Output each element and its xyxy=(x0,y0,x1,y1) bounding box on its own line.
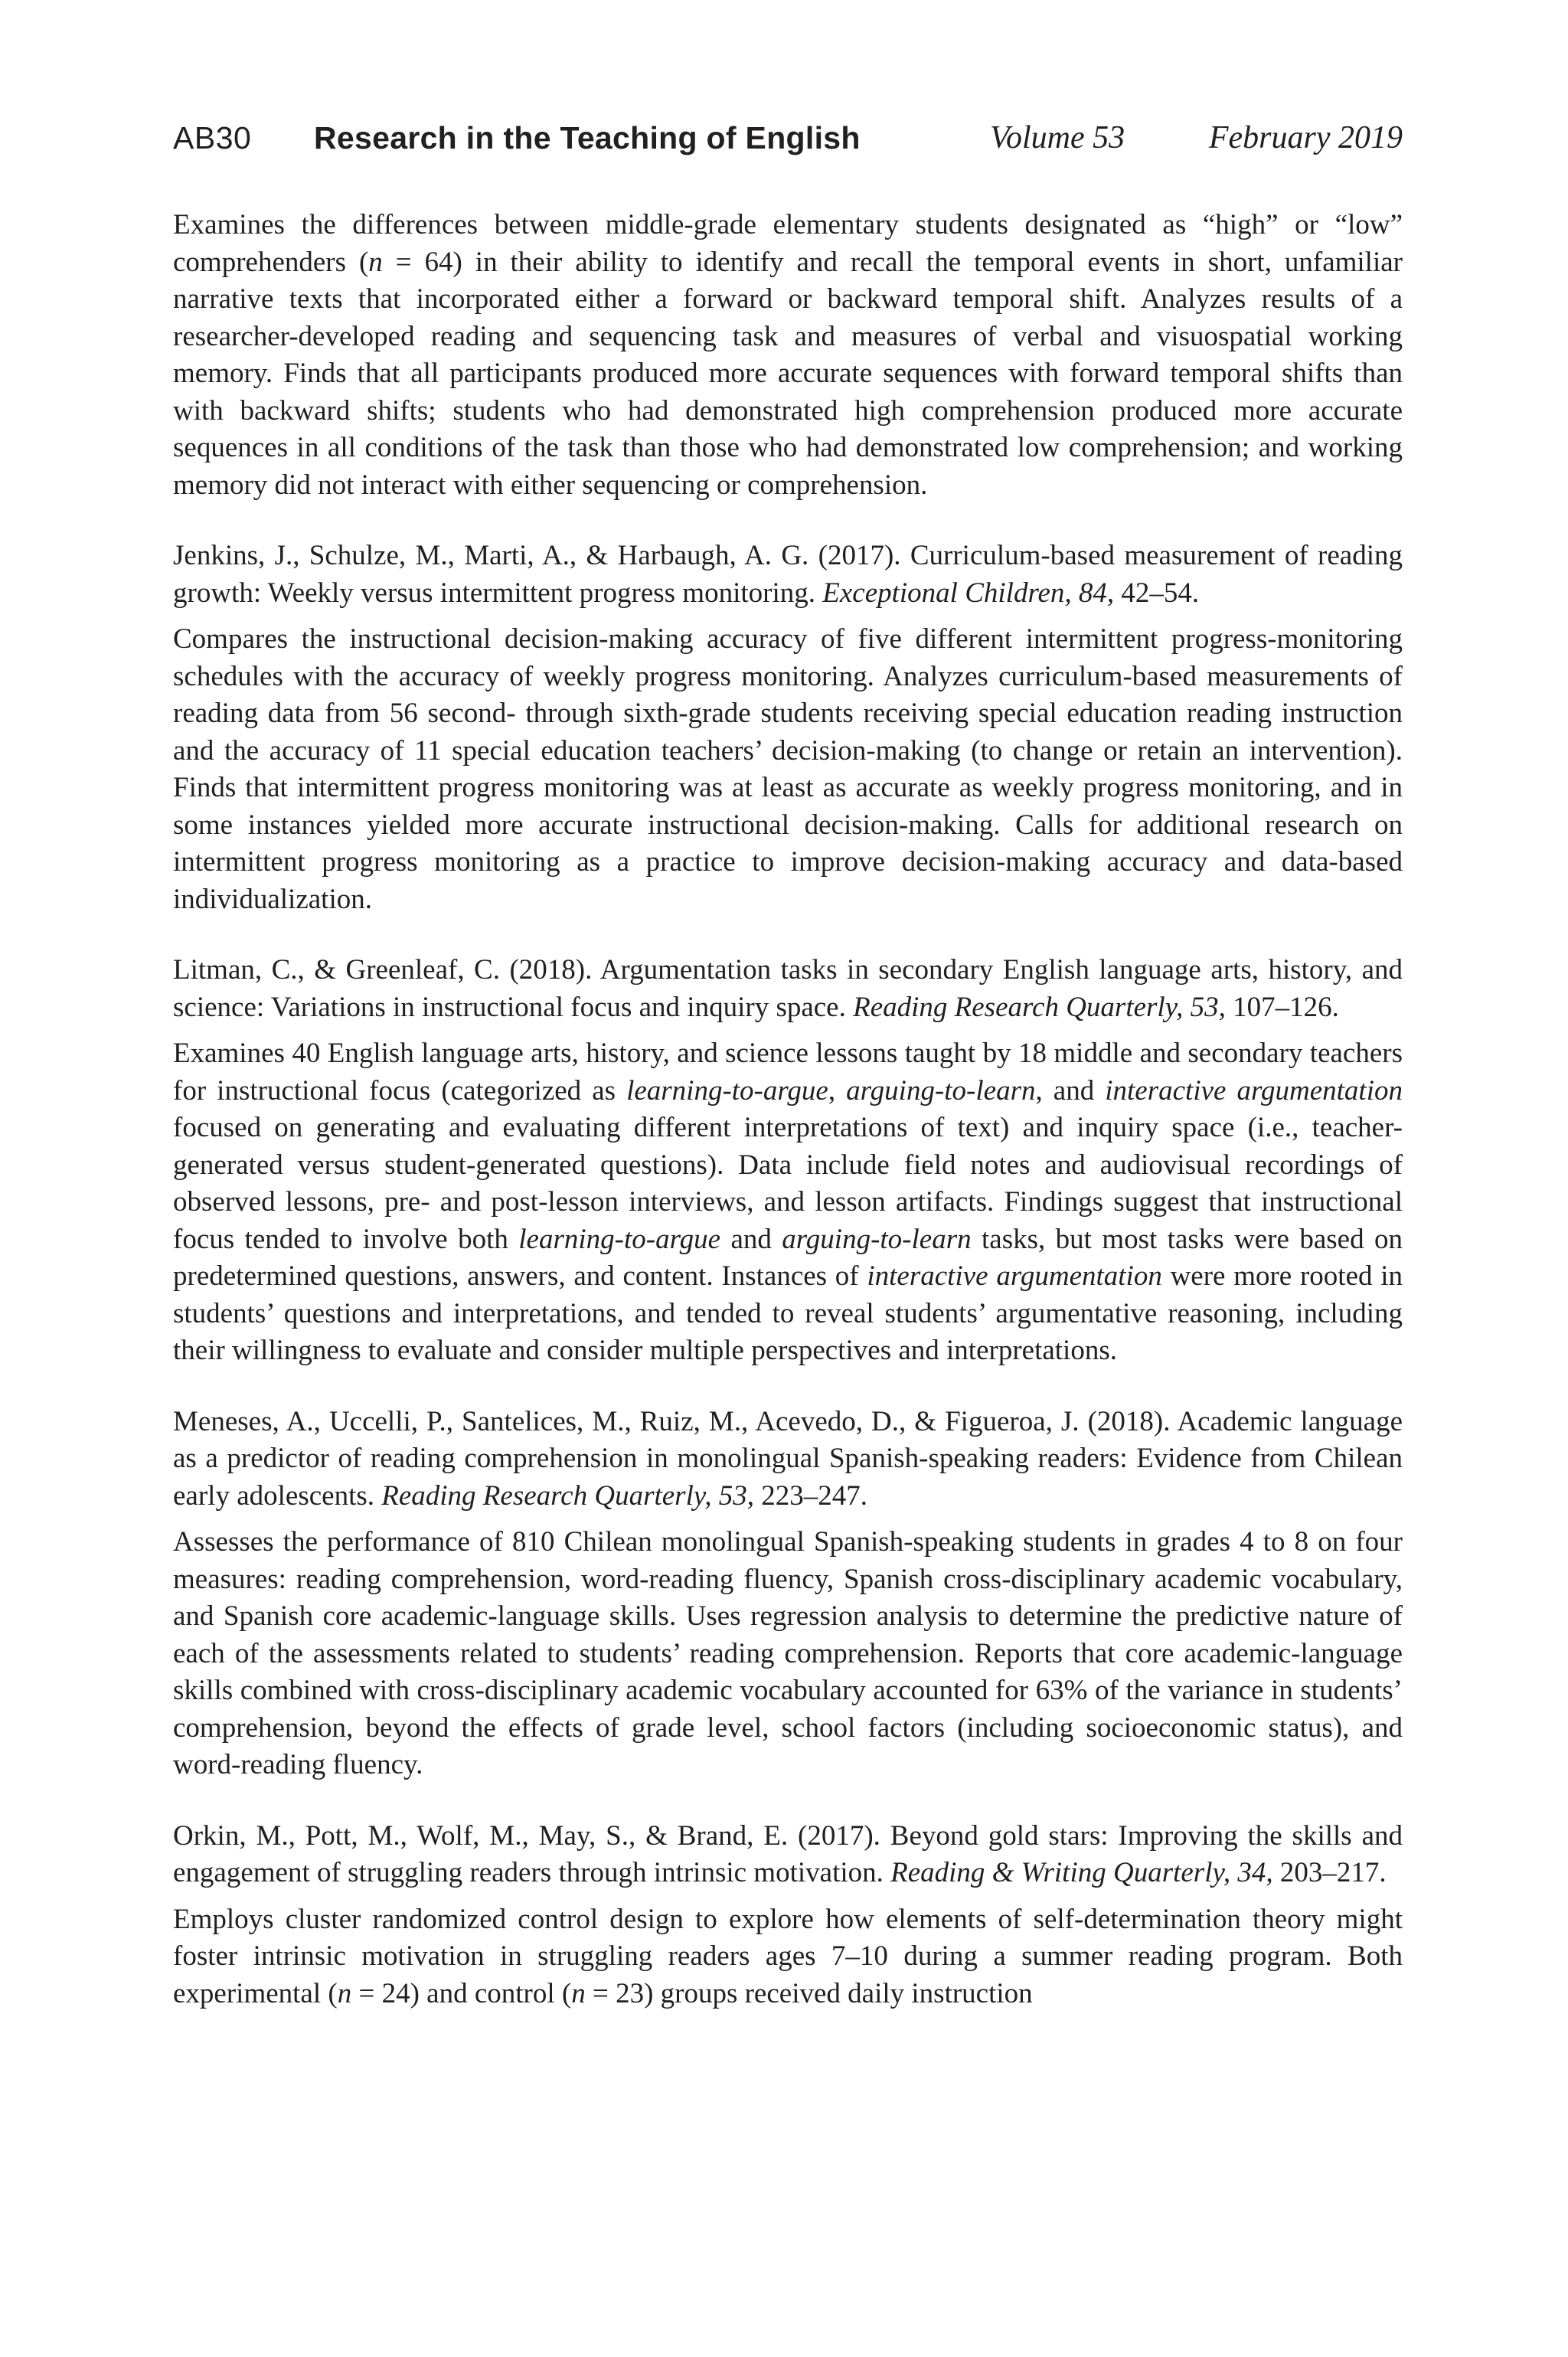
running-head xyxy=(173,115,1403,161)
page-number: AB30 xyxy=(173,120,252,155)
entry-summary: Compares the instructional decision-making accuracy of five different intermittent progress-monitoring schedules with the accuracy of weekly progress monitoring. Analyzes curriculum-based measurements of reading data from 56 second- through sixth-grade students receiving special education reading instruction and the accuracy of 11 special education teachers’ decision-making (to change or retain an intervention). Finds that intermittent progress monitoring was at least as accurate as weekly progress monitoring, and in some instances yielded more accurate instructional decision-making. Calls for additional research on intermittent progress monitoring as a practice to improve decision-making accuracy and data-based individualization. xyxy=(173,623,1403,915)
journal-page xyxy=(173,115,1403,2012)
issue-date: February 2019 xyxy=(1208,120,1403,155)
entry-summary: Employs cluster randomized control design to explore how elements of self-determination theory might foster intrinsic motivation in struggling readers ages 7–10 during a summer reading program. Both experimental (n = 24) and control (n = 23) groups received daily instruction xyxy=(173,1903,1403,2009)
entry-citation: Jenkins, J., Schulze, M., Marti, A., & Harbaugh, A. G. (2017). Curriculum-based measurement of reading growth: Weekly versus intermittent progress monitoring. Exceptional Children, 84, 42–54. xyxy=(173,540,1403,609)
entry-citation: Litman, C., & Greenleaf, C. (2018). Argumentation tasks in secondary English language arts, history, and science: Variations in instructional focus and inquiry space. Reading Research Quarterly, 53, 107–126. xyxy=(173,954,1403,1023)
entry-citation: Meneses, A., Uccelli, P., Santelices, M., Ruiz, M., Acevedo, D., & Figueroa, J. (2018). Academic language as a predictor of reading comprehension in monolingual Spanish-speaking readers: Evidence from Chilean early adolescents. Reading Research Quarterly, 53, 223–247. xyxy=(173,1405,1403,1512)
entry-citation: Orkin, M., Pott, M., Wolf, M., May, S., & Brand, E. (2017). Beyond gold stars: Improving the skills and engagement of struggling readers through intrinsic motivation. Reading & Writing Quarterly, 34, 203–217. xyxy=(173,1819,1403,1888)
annotated-bibliography xyxy=(173,207,1403,2012)
journal-title: Research in the Teaching of English xyxy=(314,120,861,155)
entry-summary: Examines 40 English language arts, history, and science lessons taught by 18 middle and secondary teachers for instructional focus (categorized as learning-to-argue, arguing-to-learn, and interactive argumentation focused on generating and evaluating different interpretations of text) and inquiry space (i.e., teacher-generated versus student-generated questions). Data include field notes and audiovisual recordings of observed lessons, pre- and post-lesson interviews, and lesson artifacts. Findings suggest that instructional focus tended to involve both learning-to-argue and arguing-to-learn tasks, but most tasks were based on predetermined questions, answers, and content. Instances of interactive argumentation were more rooted in students’ questions and interpretations, and tended to reveal students’ argumentative reasoning, including their willingness to evaluate and consider multiple perspectives and interpretations. xyxy=(173,1038,1403,1366)
volume-label: Volume 53 xyxy=(990,120,1125,155)
entry-summary: Assesses the performance of 810 Chilean monolingual Spanish-speaking students in grades 4 to 8 on four measures: reading comprehension, word-reading fluency, Spanish cross-disciplinary academic vocabulary, and Spanish core academic-language skills. Uses regression analysis to determine the predictive nature of each of the assessments related to students’ reading comprehension. Reports that core academic-language skills combined with cross-disciplinary academic vocabulary accounted for 63% of the variance in students’ comprehension, beyond the effects of grade level, school factors (including socioeconomic status), and word-reading fluency. xyxy=(173,1526,1403,1780)
entry-summary: Examines the differences between middle-grade elementary students designated as “high” or “low” comprehenders (n = 64) in their ability to identify and recall the temporal events in short, unfamiliar narrative texts that incorporated either a forward or backward temporal shift. Analyzes results of a researcher-developed reading and sequencing task and measures of verbal and visuospatial working memory. Finds that all participants produced more accurate sequences with forward temporal shifts than with backward shifts; students who had demonstrated high comprehension produced more accurate sequences in all conditions of the task than those who had demonstrated low comprehension; and working memory did not interact with either sequencing or comprehension. xyxy=(173,209,1403,501)
